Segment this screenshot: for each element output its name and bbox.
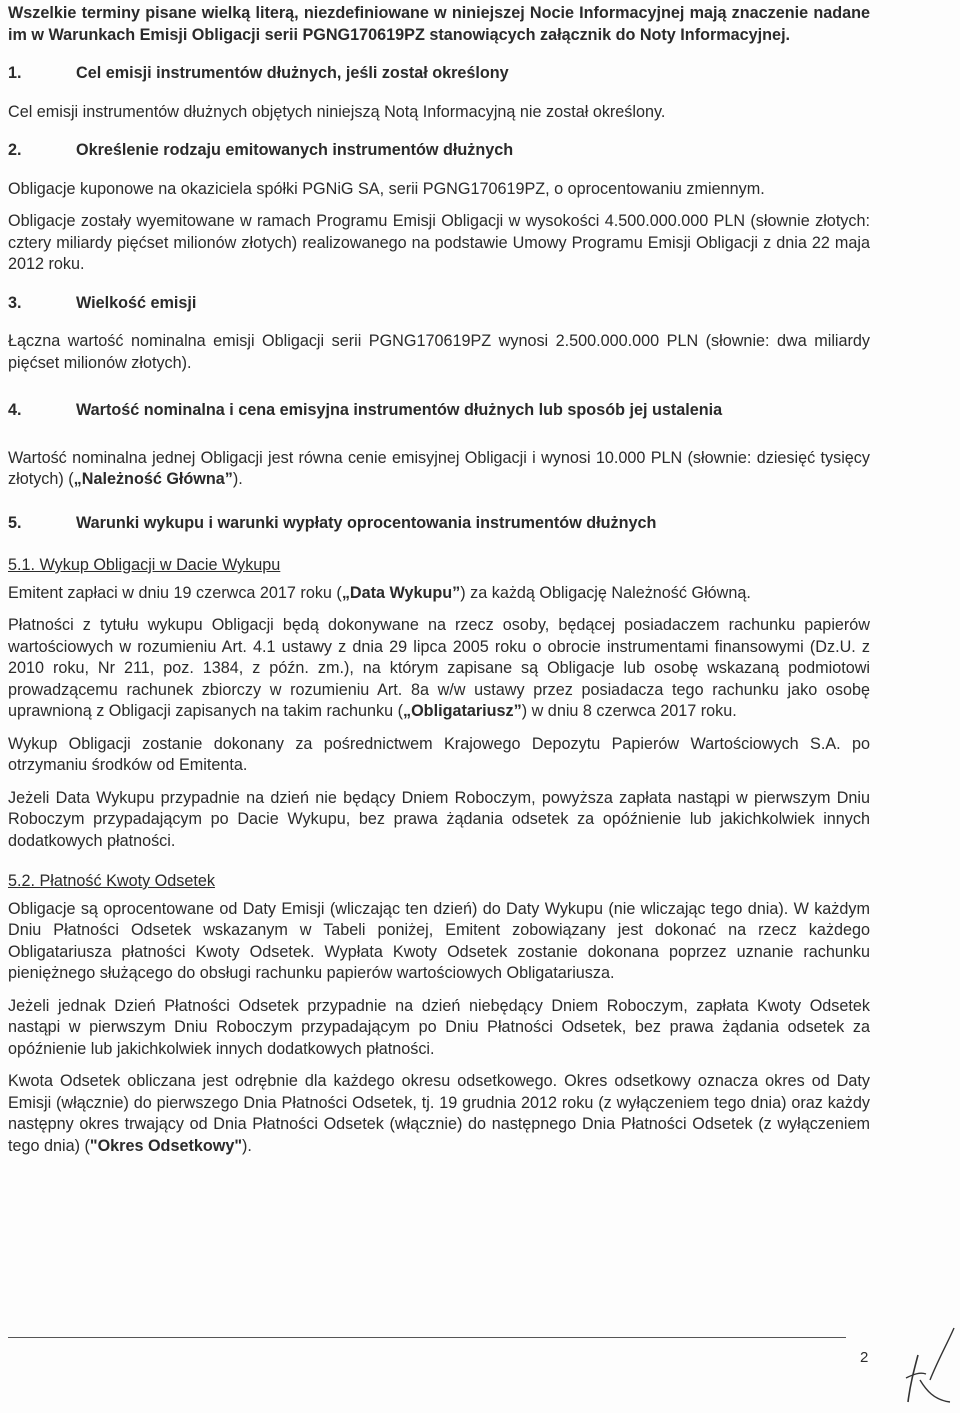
- section-title: Określenie rodzaju emitowanych instrumentów dłużnych: [76, 141, 514, 159]
- section-title: Wielkość emisji: [76, 293, 197, 312]
- defined-term: „Data Wykupu”: [341, 583, 461, 602]
- handwritten-initials: [890, 1320, 960, 1410]
- section-number: 4.: [8, 401, 22, 419]
- section-title: Cel emisji instrumentów dłużnych, jeśli został określony: [76, 64, 509, 82]
- section-1-paragraph: Cel emisji instrumentów dłużnych objętych niniejszą Notą Informacyjną nie został określony.: [8, 102, 666, 121]
- section-5-paragraph-7: [8, 1071, 870, 1157]
- text-run: Wartość nominalna jednej Obligacji jest równa cenie emisyjnej Obligacji i wynosi 10.000 PLN (słownie: dziesięć tysięcy złotych) (: [8, 448, 870, 488]
- section-5-paragraph-1: [8, 583, 870, 605]
- text-run: ) za każdą Obligację Należność Główną.: [460, 583, 751, 602]
- text-run: Emitent zapłaci w dniu 19 czerwca 2017 roku (: [8, 583, 342, 602]
- section-number: 5.: [8, 513, 22, 532]
- section-5-paragraph-6: Jeżeli jednak Dzień Płatności Odsetek przypadnie na dzień niebędący Dniem Roboczym, zapłata Kwoty Odsetek nastąpi w pierwszym Dniu Roboczym przypadającym po Dniu Płatności Odsetek, bez prawa żądania odsetek za opóźnienie lub jakichkolwiek innych dodatkowych płatności.: [8, 996, 870, 1058]
- section-5-paragraph-5: Obligacje są oprocentowane od Daty Emisji (wliczając ten dzień) do Daty Wykupu (nie wliczając tego dnia). W każdym Dniu Płatności Odsetek wskazanym w Tabeli poniżej, Emitent zobowiązany jest dokonać na rzecz każdego Obligatariusza płatności Kwoty Odsetek. Wypłata Kwoty Odsetek zostanie dokonana poprzez uznanie rachunku pieniężnego służącego do obsługi rachunku papierów wartościowych Obligatariusza.: [8, 899, 870, 982]
- footer-divider: [8, 1337, 846, 1338]
- section-5-paragraph-4: Jeżeli Data Wykupu przypadnie na dzień nie będący Dniem Roboczym, powyższa zapłata nastąpi w pierwszym Dniu Roboczym przypadającym po Dacie Wykupu, bez prawa żądania odsetek za opóźnienie lub jakichkolwiek innych dodatkowych płatności.: [8, 788, 870, 850]
- section-5-paragraph-3: Wykup Obligacji zostanie dokonany za pośrednictwem Krajowego Depozytu Papierów Wartościowych S.A. po otrzymaniu środków od Emitenta.: [8, 734, 870, 774]
- section-3-heading: [8, 293, 870, 315]
- page-number: 2: [860, 1349, 869, 1366]
- defined-term: "Okres Odsetkowy": [89, 1136, 242, 1155]
- section-number: 2.: [8, 141, 22, 159]
- section-3-paragraph: Łączna wartość nominalna emisji Obligacji serii PGNG170619PZ wynosi 2.500.000.000 PLN (słownie: dwa miliardy pięćset milionów złotych).: [8, 332, 870, 372]
- subsection-5-1-heading: 5.1. Wykup Obligacji w Dacie Wykupu: [8, 556, 281, 574]
- section-title: Wartość nominalna i cena emisyjna instrumentów dłużnych lub sposób jej ustalenia: [76, 401, 723, 419]
- section-2-heading: [8, 140, 870, 162]
- section-number: 3.: [8, 293, 22, 312]
- text-run: ) w dniu 8 czerwca 2017 roku.: [521, 702, 737, 720]
- subsection-5-2-heading: 5.2. Płatność Kwoty Odsetek: [8, 872, 215, 890]
- intro-paragraph: Wszelkie terminy pisane wielką literą, niezdefiniowane w niniejszej Nocie Informacyjnej mają znaczenie nadane im w Warunkach Emisji Obligacji serii PGNG170619PZ stanowiących załącznik do Noty Informacyjnej.: [8, 4, 870, 44]
- section-4-paragraph: [8, 448, 870, 491]
- section-5-heading: [8, 513, 870, 535]
- document-body: [8, 3, 870, 1168]
- text-run: Płatności z tytułu wykupu Obligacji będą dokonywane na rzecz osoby, będącej posiadaczem rachunku papierów wartościowych w rozumieniu Art. 4.1 ustawy z dnia 29 lipca 2005 roku o obrocie instrumentami finansowymi (Dz.U. z 2010 roku, Nr 211, poz. 1384, z późn. zm.), na którym zapisane są Obligacje lub osobę wskazaną podmiotowi prowadzącemu rachunek zbiorczy w rozumieniu Art. 8a w/w ustawy przez posiadacza tego rachunku jako osobę uprawnioną z Obligacji zapisanych na takim rachunku (: [8, 616, 870, 720]
- text-run: ).: [232, 470, 243, 488]
- defined-term: „Obligatariusz”: [403, 702, 522, 720]
- section-2-paragraph-2: Obligacje zostały wyemitowane w ramach Programu Emisji Obligacji w wysokości 4.500.000.000 PLN (słownie złotych: cztery miliardy pięćset milionów złotych) realizowanego na podstawie Umowy Programu Emisji Obligacji z dnia 22 maja 2012 roku.: [8, 212, 870, 273]
- text-run: ).: [242, 1136, 252, 1155]
- section-4-heading: [8, 400, 870, 422]
- section-1-heading: [8, 63, 870, 85]
- section-5-paragraph-2: [8, 615, 870, 723]
- section-title: Warunki wykupu i warunki wypłaty oprocentowania instrumentów dłużnych: [76, 513, 657, 532]
- section-2-paragraph-1: Obligacje kuponowe na okaziciela spółki PGNiG SA, serii PGNG170619PZ, o oprocentowaniu zmiennym.: [8, 179, 765, 198]
- text-run: Kwota Odsetek obliczana jest odrębnie dla każdego okresu odsetkowego. Okres odsetkowy oznacza okres od Daty Emisji (włącznie) do pierwszego Dnia Płatności Odsetek, tj. 19 grudnia 2012 roku (z wyłączeniem tego dnia) oraz każdy następny okres trwający od Dnia Płatności Odsetek (włącznie) do następnego Dnia Płatności Odsetek (z wyłączeniem tego dnia) (: [8, 1072, 870, 1155]
- defined-term: „Należność Główna”: [73, 470, 233, 488]
- section-number: 1.: [8, 64, 22, 82]
